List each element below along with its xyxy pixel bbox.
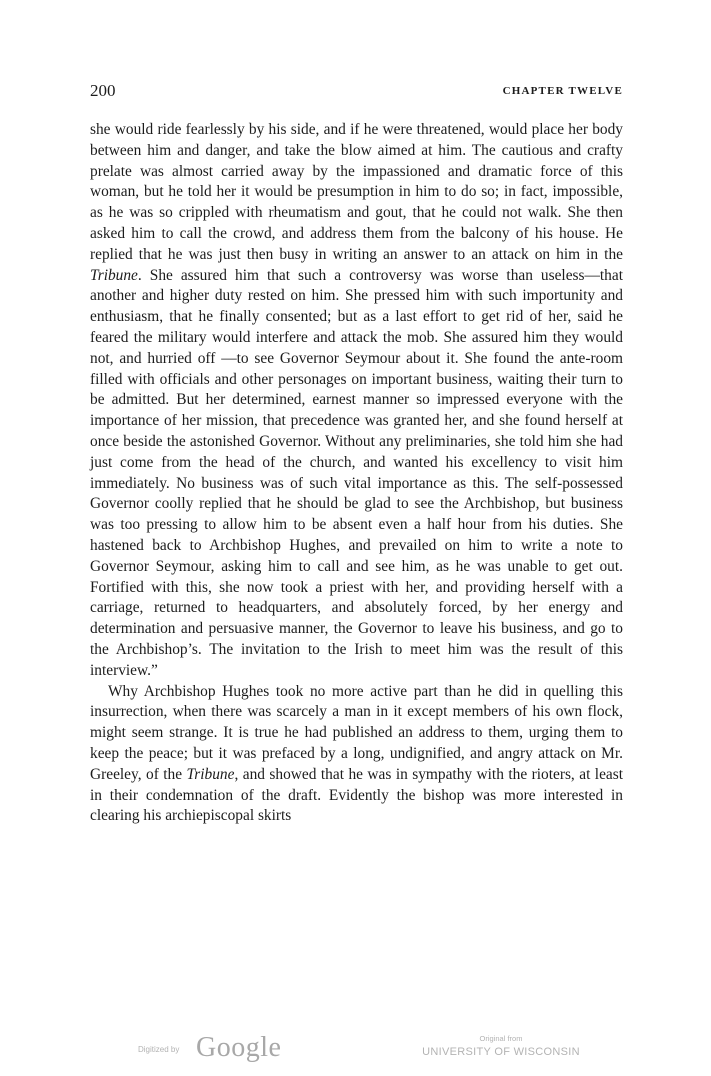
paragraph-1 — [90, 120, 623, 682]
newspaper-title: Tribune — [186, 765, 235, 783]
institution-name: UNIVERSITY OF WISCONSIN — [422, 1046, 580, 1058]
original-from-label: Original from — [479, 1034, 523, 1043]
paragraph-1-text-a: she would ride fearlessly by his side, and if he were threatened, would place her body between him and danger, and take the blow aimed at him. The cautious and crafty prelate was almost carried away by the impassioned and dramatic force of this woman, but he told her it would be presumption in him to do so; in fact, impossible, as he was so crippled with rheumatism and gout, that he could not walk. She then asked him to call the crowd, and address them from the balcony of his house. He replied that he was just then busy in writing an answer to an attack on him in the — [90, 121, 623, 263]
newspaper-title: Tribune — [90, 266, 138, 284]
google-logo: Google — [196, 1032, 282, 1063]
page-number: 200 — [90, 81, 116, 100]
chapter-title: CHAPTER TWELVE — [502, 85, 623, 97]
paragraph-2-text-b: , and showed that he was in sympathy with the rioters, at least in their condemnation of the draft. Evidently the bishop was more interested in clearing his archiepiscopal skirts — [90, 765, 624, 825]
scan-footer — [0, 1030, 711, 1070]
paragraph-2-text-a: Why Archbishop Hughes took no more active part than he did in quelling this insurrection, when there was scarcely a man in it except members of his own flock, might seem strange. It is true he had published an address to them, urging them to keep the peace; but it was prefaced by a long, undignified, and angry attack on Mr. Greeley, of the — [90, 682, 623, 783]
digitized-by-label: Digitized by — [138, 1045, 180, 1054]
paragraph-1-text-b: . She assured him that such a controversy was worse than useless—that another and higher duty rested on him. She pressed him with such importunity and enthusiasm, that he finally consented; but as a last effort to get rid of her, said he feared the military would interfere and attack the mob. She assured him they would not, and hurried off —to see Governor Seymour about it. She found the ante-room filled with officials and other personages on important business, waiting their turn to be admitted. But her determined, earnest manner so impressed everyone with the importance of her mission, that precedence was granted her, and she found herself at once beside the astonished Governor. Without any preliminaries, she told him she had just come from the head of the church, and wanted his excellency to visit him immediately. No business was of such vital importance as this. The self-possessed Governor coolly replied that he should be glad to see the Archbishop, but business was too pressing to allow him to be absent even a half hour from his duties. She hastened back to Archbishop Hughes, and prevailed on him to write a note to Governor Seymour, asking him to call and see him, as he was unable to get out. Fortified with this, she now took a priest with her, and providing herself with a carriage, returned to headquarters, and absolutely forced, by her energy and determination and persuasive manner, the Governor to leave his business, and go to the Archbishop’s. The invitation to the Irish to meet him was the result of this interview.” — [90, 266, 623, 679]
running-head — [90, 80, 623, 102]
paragraph-2 — [90, 682, 623, 828]
body-text — [90, 120, 623, 827]
